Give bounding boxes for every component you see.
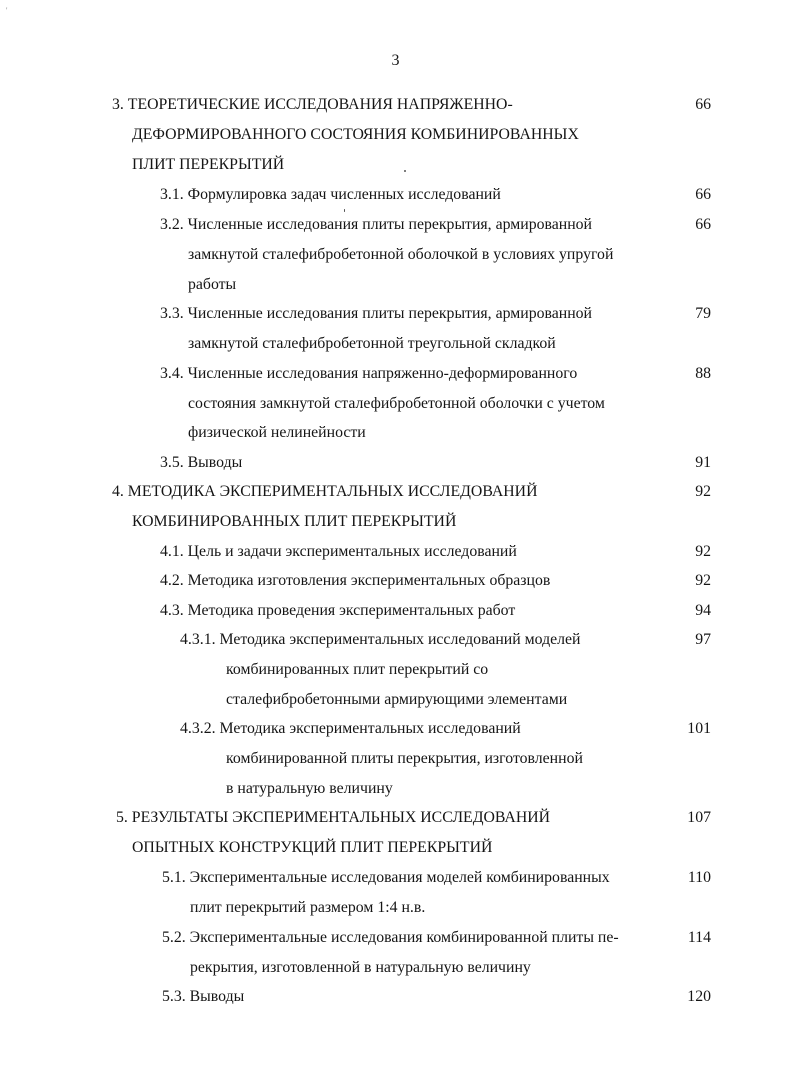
toc-page-number: 66 <box>695 96 711 113</box>
toc-page-number: 120 <box>687 988 711 1005</box>
toc-line: плит перекрытий размером 1:4 н.в. <box>190 899 426 916</box>
toc-page-number: 92 <box>695 483 711 500</box>
toc-line: 5.2. Экспериментальные исследования комбинированной плиты пе- <box>162 929 619 946</box>
toc-line: 3.5. Выводы <box>160 454 243 471</box>
toc-line: 3.2. Численные исследования плиты перекрытия, армированной <box>160 216 593 233</box>
toc-page-number: 88 <box>695 365 711 382</box>
toc-line: 5.3. Выводы <box>162 988 245 1005</box>
toc-line: работы <box>188 276 237 293</box>
toc-line: замкнутой сталефибробетонной треугольной складкой <box>188 335 556 352</box>
toc-line: ПЛИТ ПЕРЕКРЫТИЙ <box>132 156 285 173</box>
toc-page-number: 94 <box>695 602 711 619</box>
toc-line: 3.1. Формулировка задач численных исследований <box>160 186 501 203</box>
toc-page-number: 101 <box>687 720 711 737</box>
toc-line: 4.2. Методика изготовления экспериментальных образцов <box>160 572 551 589</box>
toc-line: 4.3.1. Методика экспериментальных исследований моделей <box>180 631 581 648</box>
toc-line: 3.4. Численные исследования напряженно-деформированного <box>160 365 578 382</box>
toc-page-number: 66 <box>695 216 711 233</box>
toc-line: 3. ТЕОРЕТИЧЕСКИЕ ИССЛЕДОВАНИЯ НАПРЯЖЕННО- <box>112 96 513 113</box>
toc-line: комбинированной плиты перекрытия, изготовленной <box>226 750 583 767</box>
toc-page-number: 92 <box>695 572 711 589</box>
toc-line: в натуральную величину <box>226 780 393 797</box>
toc-line: ОПЫТНЫХ КОНСТРУКЦИЙ ПЛИТ ПЕРЕКРЫТИЙ <box>132 839 493 856</box>
toc-line: физической нелинейности <box>188 424 366 441</box>
toc-line: 4.3. Методика проведения экспериментальных работ <box>160 602 516 619</box>
toc-page-number: 107 <box>687 809 711 826</box>
toc-page-number: 66 <box>695 186 711 203</box>
toc-page-number: 79 <box>695 305 711 322</box>
scan-speck <box>404 170 406 172</box>
toc-line: состояния замкнутой сталефибробетонной оболочки с учетом <box>188 395 605 412</box>
toc-page-number: 114 <box>687 929 711 946</box>
toc-line: 4.3.2. Методика экспериментальных исследований <box>180 720 521 737</box>
toc-line: замкнутой сталефибробетонной оболочкой в условиях упругой <box>188 246 614 263</box>
toc-line: сталефибробетонными армирующими элементами <box>226 691 568 708</box>
toc-page-number: 91 <box>695 454 711 471</box>
toc-line: 5.1. Экспериментальные исследования моделей комбинированных <box>162 869 610 886</box>
toc-line: рекрытия, изготовленной в натуральную величину <box>190 959 531 976</box>
toc-line: 3.3. Численные исследования плиты перекрытия, армированной <box>160 305 593 322</box>
page-number: 3 <box>391 52 400 69</box>
toc-line: 4.1. Цель и задачи экспериментальных исследований <box>160 543 517 560</box>
toc-line: 4. МЕТОДИКА ЭКСПЕРИМЕНТАЛЬНЫХ ИССЛЕДОВАНИЙ <box>112 483 538 500</box>
toc-page-number: 110 <box>687 869 711 886</box>
toc-line: 5. РЕЗУЛЬТАТЫ ЭКСПЕРИМЕНТАЛЬНЫХ ИССЛЕДОВАНИЙ <box>116 809 551 826</box>
toc-line: комбинированных плит перекрытий со <box>226 661 489 678</box>
toc-line: КОМБИНИРОВАННЫХ ПЛИТ ПЕРЕКРЫТИЙ <box>132 513 457 530</box>
toc-line: ДЕФОРМИРОВАННОГО СОСТОЯНИЯ КОМБИНИРОВАННЫХ <box>132 126 579 143</box>
corner-mark: ' <box>6 6 8 15</box>
toc-page-number: 92 <box>695 543 711 560</box>
toc-page-number: 97 <box>695 631 711 648</box>
scan-speck <box>344 209 345 212</box>
